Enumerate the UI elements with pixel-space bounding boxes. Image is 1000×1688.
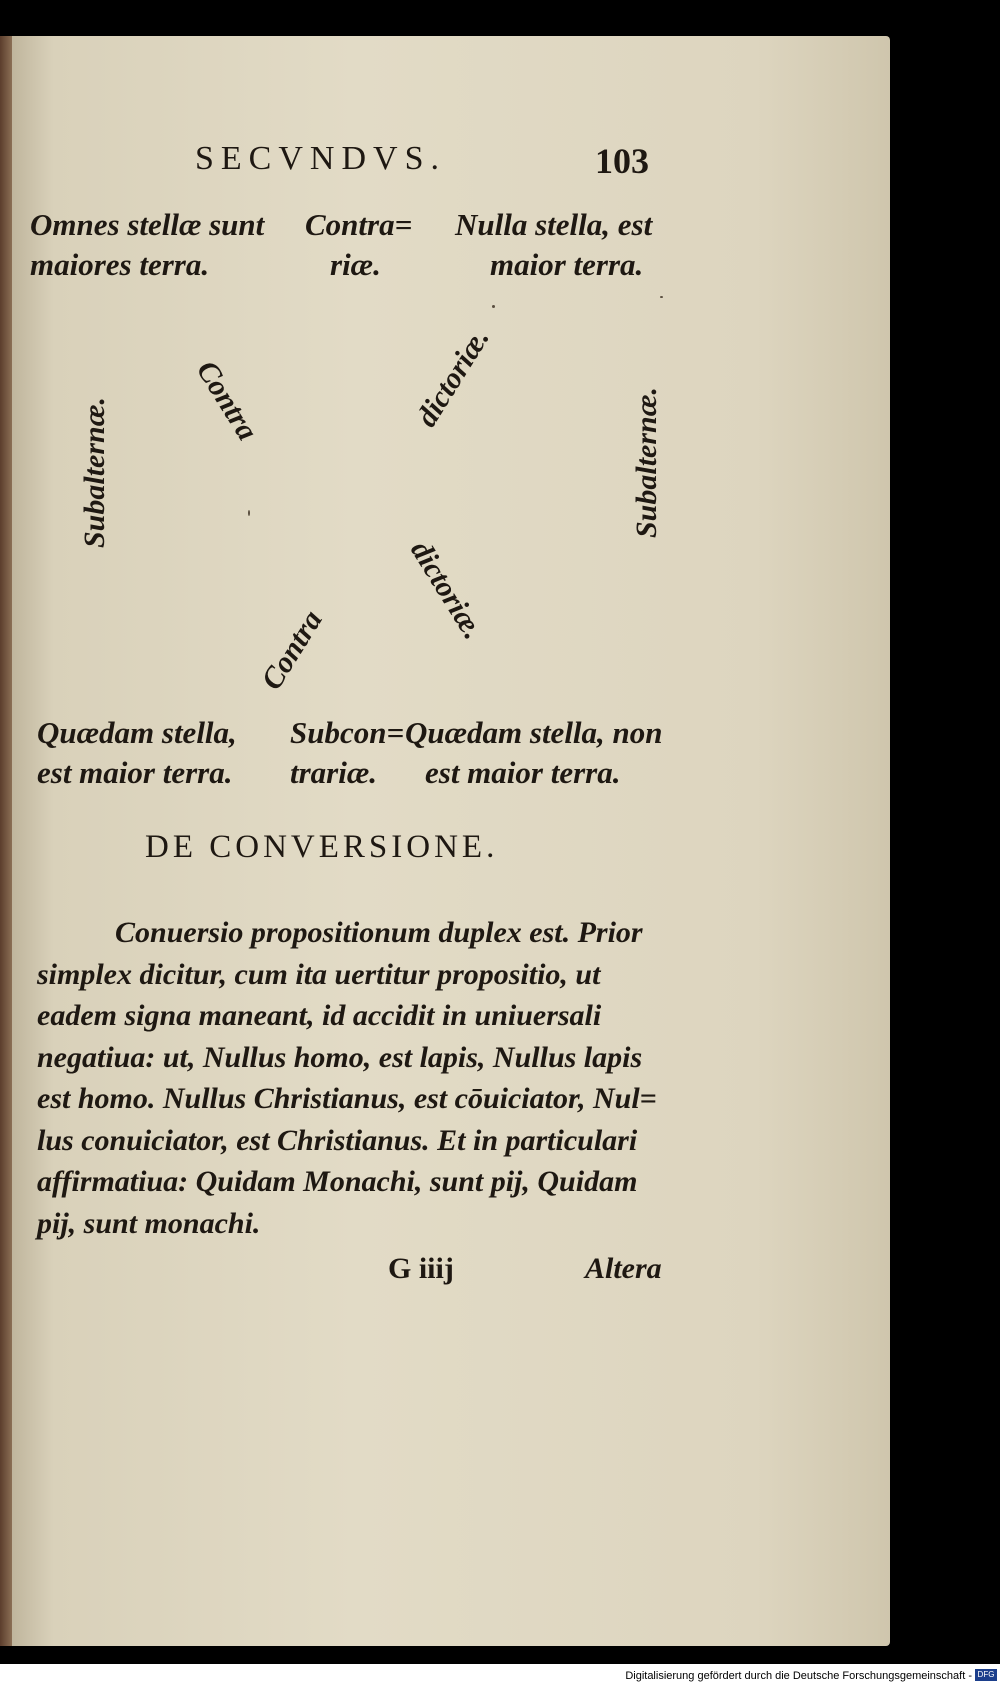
section-heading: DE CONVERSIONE. <box>145 829 499 865</box>
corner-bottom-right-line-2: est maior terra. <box>425 755 621 790</box>
corner-top-left <box>30 205 264 285</box>
book-spine-edge <box>0 36 12 1646</box>
paragraph-line: simplex dicitur, cum ita uertitur propositio, ut <box>37 957 601 991</box>
side-subalternae-left: Subalternæ. <box>78 397 111 548</box>
paragraph-line: negatiua: ut, Nullus homo, est lapis, Nullus lapis <box>37 1040 643 1074</box>
corner-top-left-line-2: maiores terra. <box>30 247 210 282</box>
paragraph-line: eadem signa maneant, id accidit in uniuersali <box>37 999 602 1032</box>
corner-top-right <box>455 205 652 285</box>
diagonal-contra-top: Contra <box>190 355 264 447</box>
corner-bottom-right-line-1: Quædam stella, non <box>405 715 663 750</box>
paper-speck <box>248 510 250 516</box>
paper-speck <box>660 296 663 298</box>
diagonal-contra-bottom: Contra <box>255 604 329 696</box>
diagonal-dictoriae-bottom: dictoriæ. <box>404 535 490 646</box>
paragraph-line: lus conuiciator, est Christianus. Et in particulari <box>37 1123 638 1157</box>
catchword: Altera <box>585 1252 662 1285</box>
signature-mark: G iiij <box>388 1252 454 1285</box>
label-contrariae-line-2: riæ. <box>330 247 381 282</box>
corner-bottom-right <box>405 713 663 793</box>
paragraph-line: Conuersio propositionum duplex est. Prior <box>115 916 643 949</box>
page-number: 103 <box>595 141 649 181</box>
paragraph-line: affirmatiua: Quidam Monachi, sunt pij, Quidam <box>37 1165 638 1198</box>
label-subcontrariae-line-1: Subcon= <box>290 715 405 750</box>
running-head: SECVNDVS. <box>195 140 446 177</box>
dfg-logo: DFG <box>975 1669 997 1681</box>
corner-top-right-line-2: maior terra. <box>490 247 644 282</box>
paragraph-line: pij, sunt monachi. <box>37 1206 261 1240</box>
side-subalternae-right: Subalternæ. <box>630 387 663 538</box>
paragraph-line: est homo. Nullus Christianus, est cōuiciator, Nul= <box>37 1082 657 1115</box>
corner-bottom-left-line-1: Quædam stella, <box>37 715 237 750</box>
body-paragraph <box>37 912 662 1244</box>
paper-speck <box>492 305 495 308</box>
digitization-credit: Digitalisierung gefördert durch die Deutsche Forschungsgemeinschaft - <box>625 1670 972 1682</box>
corner-bottom-left <box>37 713 237 793</box>
diagonal-dictoriae-top: dictoriæ. <box>410 322 496 433</box>
label-contrariae <box>305 205 412 285</box>
corner-bottom-left-line-2: est maior terra. <box>37 755 233 790</box>
label-subcontrariae-line-2: trariæ. <box>290 755 377 790</box>
label-contrariae-line-1: Contra= <box>305 207 413 242</box>
corner-top-left-line-1: Omnes stellæ sunt <box>30 207 265 242</box>
label-subcontrariae <box>290 713 404 793</box>
corner-top-right-line-1: Nulla stella, est <box>455 207 653 242</box>
